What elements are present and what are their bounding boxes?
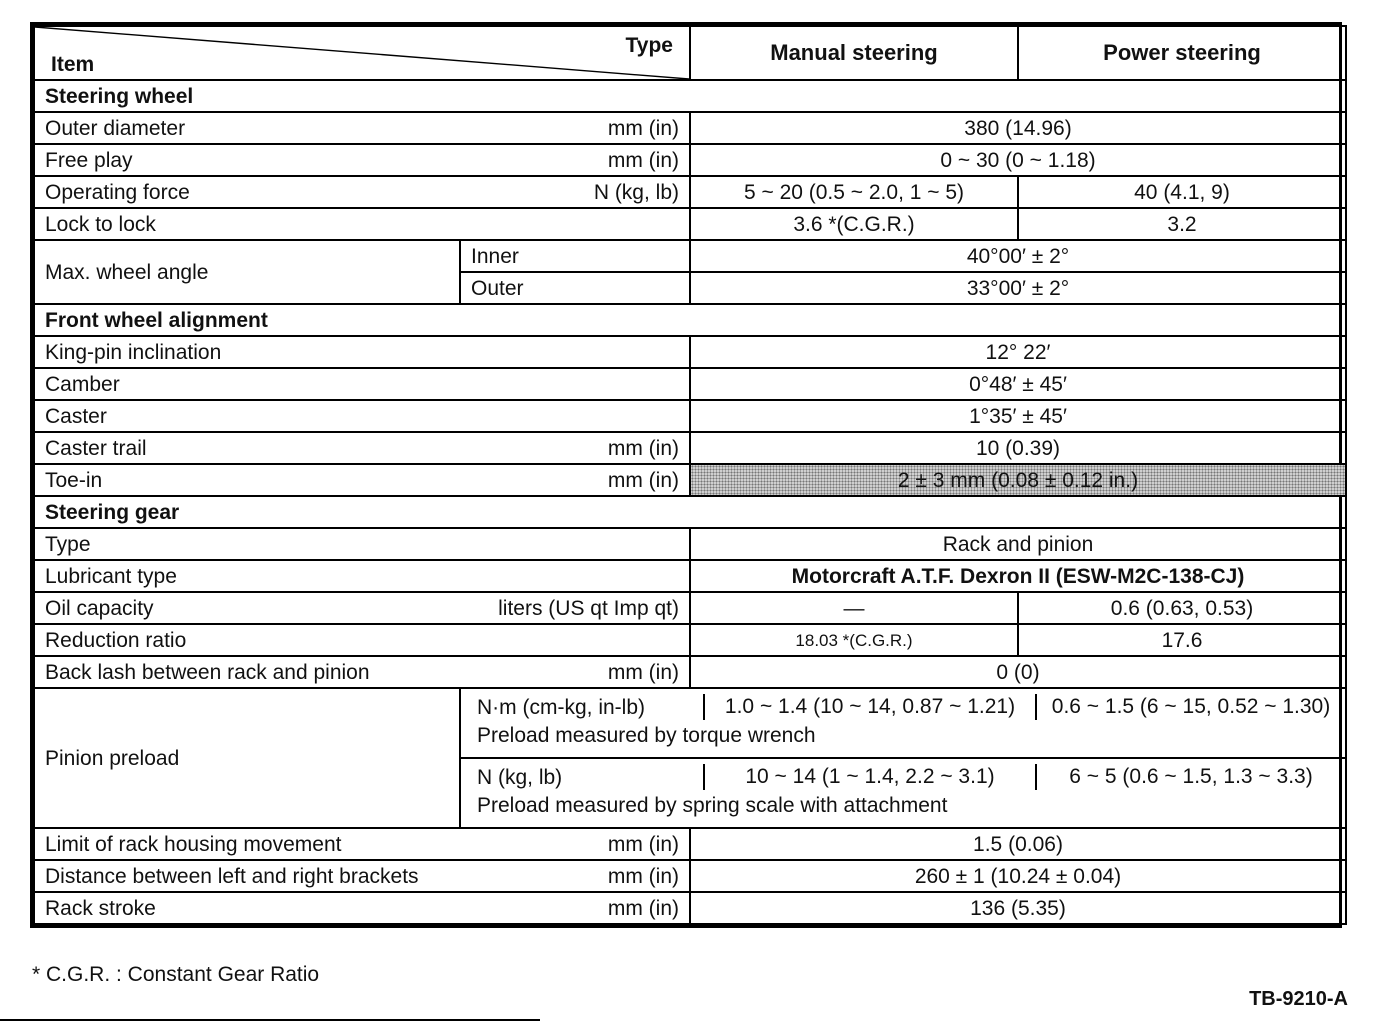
table-row xyxy=(34,624,1346,656)
row-label: Caster xyxy=(34,400,690,432)
unit-text: mm (in) xyxy=(607,864,679,888)
diagonal-divider xyxy=(35,27,689,79)
sub-label: Outer xyxy=(460,272,690,304)
unit-text: mm (in) xyxy=(607,660,679,684)
value-cell: 10 (0.39) xyxy=(690,432,1346,464)
table-row xyxy=(34,400,1346,432)
value-cell: Motorcraft A.T.F. Dexron II (ESW-M2C-138-CJ) xyxy=(690,560,1346,592)
label-text: Free play xyxy=(45,148,133,172)
row-label: Max. wheel angle xyxy=(34,240,460,304)
bottom-rule xyxy=(0,1019,540,1021)
table-row xyxy=(34,240,1346,272)
table-row xyxy=(34,464,1346,496)
value-cell: 1°35′ ± 45′ xyxy=(690,400,1346,432)
label-text: Back lash between rack and pinion xyxy=(45,660,370,684)
value-cell: 0 ~ 30 (0 ~ 1.18) xyxy=(690,144,1346,176)
row-label: Lock to lock xyxy=(34,208,690,240)
unit-text: N (kg, lb) xyxy=(593,180,679,204)
value-cell: 380 (14.96) xyxy=(690,112,1346,144)
table-row xyxy=(34,432,1346,464)
manual-steering-header: Manual steering xyxy=(690,26,1018,80)
table-row xyxy=(34,528,1346,560)
row-label xyxy=(34,860,690,892)
table-row xyxy=(34,656,1346,688)
item-type-header xyxy=(34,26,690,80)
row-label xyxy=(34,144,690,176)
manual-value-cell: 18.03 *(C.G.R.) xyxy=(690,624,1018,656)
torque-preload-cell xyxy=(460,688,1346,758)
table-row xyxy=(34,112,1346,144)
row-label xyxy=(34,464,690,496)
sub-label: Inner xyxy=(460,240,690,272)
row-label: Reduction ratio xyxy=(34,624,690,656)
value-cell: 40°00′ ± 2° xyxy=(690,240,1346,272)
power-value-cell: 0.6 (0.63, 0.53) xyxy=(1018,592,1346,624)
torque-manual-value: 1.0 ~ 1.4 (10 ~ 14, 0.87 ~ 1.21) xyxy=(703,694,1035,720)
torque-power-value: 0.6 ~ 1.5 (6 ~ 15, 0.52 ~ 1.30) xyxy=(1035,694,1345,720)
label-text: Rack stroke xyxy=(45,896,156,920)
value-cell: 260 ± 1 (10.24 ± 0.04) xyxy=(690,860,1346,892)
power-value-cell: 40 (4.1, 9) xyxy=(1018,176,1346,208)
section-steering-gear xyxy=(34,496,1346,528)
manual-value-cell: — xyxy=(690,592,1018,624)
row-label xyxy=(34,828,690,860)
unit-text: mm (in) xyxy=(607,116,679,140)
table-row xyxy=(34,560,1346,592)
toe-in-value-cell: 2 ± 3 mm (0.08 ± 0.12 in.) xyxy=(690,464,1346,496)
section-steering-wheel xyxy=(34,80,1346,112)
value-cell: Rack and pinion xyxy=(690,528,1346,560)
label-text: Outer diameter xyxy=(45,116,186,140)
table-row xyxy=(34,208,1346,240)
unit-text: mm (in) xyxy=(607,832,679,856)
manual-value-cell: 5 ~ 20 (0.5 ~ 2.0, 1 ~ 5) xyxy=(690,176,1018,208)
section-front-wheel-alignment xyxy=(34,304,1346,336)
label-text: Operating force xyxy=(45,180,190,204)
table-row xyxy=(34,336,1346,368)
label-text: Distance between left and right brackets xyxy=(45,864,419,888)
row-label xyxy=(34,432,690,464)
spring-note: Preload measured by spring scale with attachment xyxy=(477,794,948,817)
torque-note: Preload measured by torque wrench xyxy=(477,724,816,747)
row-label: Pinion preload xyxy=(34,688,460,828)
torque-unit: N·m (cm-kg, in-lb) xyxy=(477,695,645,719)
figure-code: TB-9210-A xyxy=(1249,988,1348,1010)
table-row xyxy=(34,144,1346,176)
footnote: * C.G.R. : Constant Gear Ratio xyxy=(32,963,320,986)
unit-text: mm (in) xyxy=(607,436,679,460)
row-label: Lubricant type xyxy=(34,560,690,592)
power-value-cell: 3.2 xyxy=(1018,208,1346,240)
unit-text: mm (in) xyxy=(607,468,679,492)
row-label xyxy=(34,112,690,144)
power-value-cell: 17.6 xyxy=(1018,624,1346,656)
power-steering-header: Power steering xyxy=(1018,26,1346,80)
table-row xyxy=(34,828,1346,860)
table-row xyxy=(34,892,1346,924)
value-cell: 1.5 (0.06) xyxy=(690,828,1346,860)
spring-manual-value: 10 ~ 14 (1 ~ 1.4, 2.2 ~ 3.1) xyxy=(703,764,1035,790)
table-row xyxy=(34,860,1346,892)
spring-unit: N (kg, lb) xyxy=(477,765,563,789)
label-text: Limit of rack housing movement xyxy=(45,832,342,856)
item-header: Item xyxy=(51,53,95,76)
table-row xyxy=(34,688,1346,758)
section-title: Steering wheel xyxy=(34,80,1346,112)
specifications-table xyxy=(30,22,1342,928)
value-cell: 12° 22′ xyxy=(690,336,1346,368)
value-cell: 33°00′ ± 2° xyxy=(690,272,1346,304)
spring-preload-cell xyxy=(460,758,1346,828)
value-cell: 0 (0) xyxy=(690,656,1346,688)
row-label xyxy=(34,592,690,624)
manual-value-cell: 3.6 *(C.G.R.) xyxy=(690,208,1018,240)
unit-text: liters (US qt Imp qt) xyxy=(498,596,679,620)
header-row xyxy=(34,26,1346,80)
value-cell: 136 (5.35) xyxy=(690,892,1346,924)
value-cell: 0°48′ ± 45′ xyxy=(690,368,1346,400)
unit-text: mm (in) xyxy=(607,896,679,920)
table-row xyxy=(34,368,1346,400)
table-row xyxy=(34,592,1346,624)
unit-text: mm (in) xyxy=(607,148,679,172)
spring-power-value: 6 ~ 5 (0.6 ~ 1.5, 1.3 ~ 3.3) xyxy=(1035,764,1345,790)
row-label: Camber xyxy=(34,368,690,400)
row-label xyxy=(34,892,690,924)
table-row xyxy=(34,176,1346,208)
label-text: Toe-in xyxy=(45,468,103,492)
row-label: Type xyxy=(34,528,690,560)
label-text: Caster trail xyxy=(45,436,147,460)
row-label xyxy=(34,656,690,688)
section-title: Steering gear xyxy=(34,496,1346,528)
section-title: Front wheel alignment xyxy=(34,304,1346,336)
type-header: Type xyxy=(625,34,673,57)
row-label xyxy=(34,176,690,208)
label-text: Oil capacity xyxy=(45,596,154,620)
row-label: King-pin inclination xyxy=(34,336,690,368)
